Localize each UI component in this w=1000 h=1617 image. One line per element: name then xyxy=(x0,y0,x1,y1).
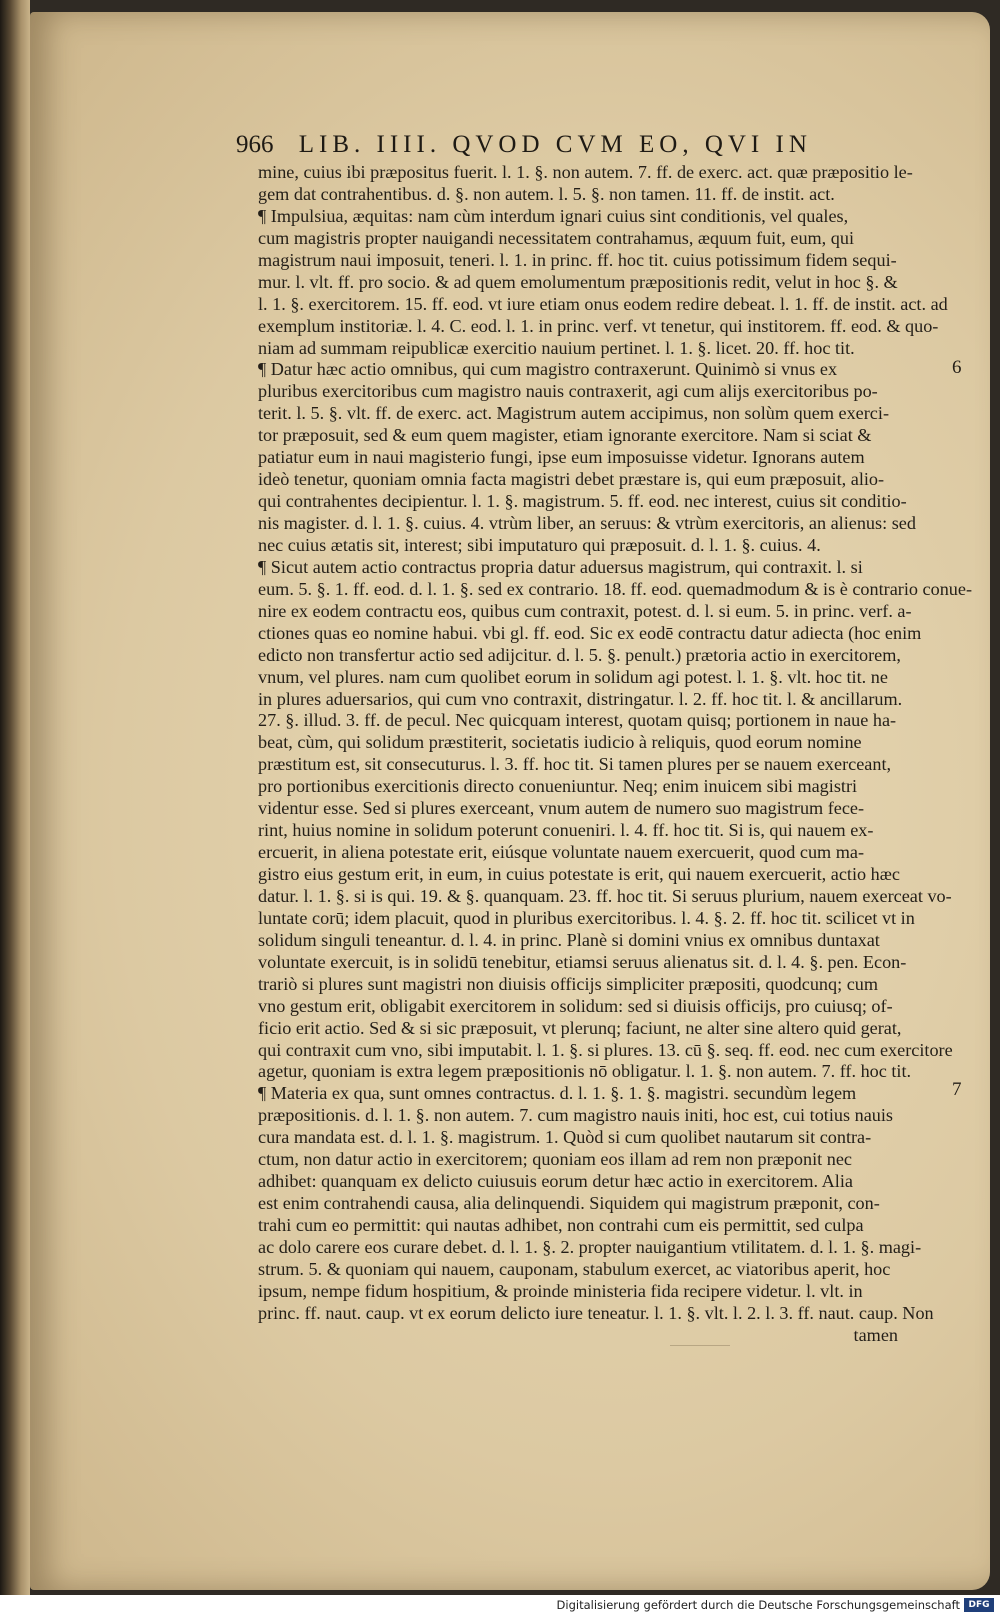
text-line: eum. 5. §. 1. ff. eod. d. l. 1. §. sed ex contrario. 18. ff. eod. quemadmodum & is è contrario conue- xyxy=(258,578,973,599)
text-line: ficio erit actio. Sed & si sic præposuit, vt plerunq; faciunt, ne alter sine altero quid gerat, xyxy=(258,1017,902,1038)
text-line: gem dat contrahentibus. d. §. non autem. l. 5. §. non tamen. 11. ff. de instit. act. xyxy=(258,183,835,204)
text-line: qui contraxit cum vno, sibi imputabit. l. 1. §. si plures. 13. cū §. seq. ff. eod. nec cum exercitore xyxy=(258,1039,953,1060)
text-line: tor præposuit, sed & eum quem magister, etiam ignorante exercitore. Nam si sciat & xyxy=(258,425,872,446)
text-line: præstitum est, sit consecuturus. l. 3. ff. hoc tit. Si tamen plures per se nauem exerceant, xyxy=(258,754,892,775)
text-line: exemplum institoriæ. l. 4. C. eod. l. 1. in princ. verf. vt tenetur, qui institorem. ff. eod. & quo- xyxy=(258,315,939,336)
text-line: ¶ Impulsiua, æquitas: nam cùm interdum ignari cuius sint conditionis, vel quales, xyxy=(258,205,849,226)
text-line: pro portionibus exercitionis directo conueniuntur. Neq; enim inuicem sibi magistri xyxy=(258,776,858,797)
text-line: ¶ Materia ex qua, sunt omnes contractus. d. l. 1. §. 1. §. magistri. secundùm legem xyxy=(258,1083,857,1104)
text-line: nire ex eodem contractu eos, quibus cum contraxit, potest. d. l. si eum. 5. in princ. verf. a- xyxy=(258,600,912,621)
text-line: datur. l. 1. §. si is qui. 19. & §. quanquam. 23. ff. hoc tit. Si seruus plurium, nauem exerceat vo- xyxy=(258,885,952,906)
text-line: terit. l. 5. §. vlt. ff. de exerc. act. Magistrum autem accipimus, non solùm quem exerci- xyxy=(258,403,889,424)
text-line: ctum, non datur actio in exercitorem; quoniam eos illam ad rem non præponit nec xyxy=(258,1149,852,1170)
running-title: LIB. IIII. QVOD CVM EO, QVI IN xyxy=(298,131,812,158)
text-line: nec cuius ætatis sit, interest; sibi imputaturo qui præposuit. d. l. 1. §. cuius. 4. xyxy=(258,534,821,555)
text-line: trariò si plures sunt magistri non diuisis officijs simpliciter præpositi, quodcunq; cum xyxy=(258,973,879,994)
text-line: luntate corū; idem placuit, quod in pluribus exercitoribus. l. 4. §. 2. ff. hoc tit. scilicet vt in xyxy=(258,907,915,928)
catchword: tamen xyxy=(853,1324,898,1345)
text-line: edicto non transfertur actio sed adijcitur. d. l. 5. §. penult.) prætoria actio in exercitorem, xyxy=(258,644,901,665)
text-line: qui contrahentes decipientur. l. 1. §. magistrum. 5. ff. eod. nec interest, cuius sit conditio- xyxy=(258,491,907,512)
text-line: agetur, quoniam is extra legem præpositionis nō obligatur. l. 1. §. non autem. 7. ff. hoc tit. xyxy=(258,1061,912,1082)
book-edge xyxy=(0,0,30,1595)
text-line: ¶ Datur hæc actio omnibus, qui cum magistro contraxerunt. Quinimò si vnus ex xyxy=(258,359,838,380)
text-line: ctiones quas eo nomine habui. vbi gl. ff. eod. Sic ex eodē contractu datur adiecta (hoc enim xyxy=(258,622,922,643)
funding-credit: Digitalisierung gefördert durch die Deutsche Forschungsgemeinschaft xyxy=(556,1598,960,1612)
text-line: in plures aduersarios, qui cum vno contraxit, distringatur. l. 2. ff. hoc tit. l. & ancillarum. xyxy=(258,688,903,709)
text-line: patiatur eum in naui magisterio fungi, ipse eum imposuisse videtur. Ignorans autem xyxy=(258,447,865,468)
text-line: videntur esse. Sed si plures exerceant, vnum autem de numero suo magistrum fece- xyxy=(258,798,865,819)
text-line: ercuerit, in aliena potestate erit, eiúsque voluntate nauem exercuerit, quod cum ma- xyxy=(258,842,865,863)
bleed-through-mark xyxy=(670,1345,730,1360)
text-line: ipsum, nempe fidum hospitium, & proinde ministeria fida recipere videtur. l. vlt. in xyxy=(258,1280,863,1301)
margin-number-6: 6 xyxy=(952,357,962,378)
text-line: magistrum naui imposuit, teneri. l. 1. in princ. ff. hoc tit. cuius potissimum fidem sequi- xyxy=(258,249,897,270)
text-line: præpositionis. d. l. 1. §. non autem. 7. cum magistro nauis initi, hoc est, cui totius nauis xyxy=(258,1105,893,1126)
text-line: ac dolo carere eos curare debet. d. l. 1. §. 2. propter nauigantium vtilitatem. d. l. 1. §. magi- xyxy=(258,1236,922,1257)
text-line: voluntate exercuit, is in solidū tenebitur, etiamsi seruus alienatus sit. d. l. 4. §. pen. Econ- xyxy=(258,951,907,972)
text-line: adhibet: quanquam ex delicto cuiusuis eorum detur hæc actio in exercitorem. Alia xyxy=(258,1171,853,1192)
text-line: trahi cum eo permittit: qui nautas adhibet, non contrahi cum eis permittit, sed culpa xyxy=(258,1215,864,1235)
running-head xyxy=(236,131,876,159)
text-line: pluribus exercitoribus cum magistro nauis contraxerit, agi cum alijs exercitoribus po- xyxy=(258,381,878,402)
text-line: vno gestum erit, obligabit exercitorem in solidum: sed si diuisis officijs, pro cuiusq; of- xyxy=(258,995,893,1016)
text-line: ¶ Sicut autem actio contractus propria datur aduersus magistrum, qui contraxit. l. si xyxy=(258,556,863,577)
text-line: princ. ff. naut. caup. vt ex eorum delicto iure teneatur. l. 1. §. vlt. l. 2. l. 3. ff. naut. caup. Non xyxy=(258,1302,934,1323)
margin-number-7: 7 xyxy=(952,1079,962,1100)
text-line: gistro eius gestum erit, in eum, in cuius potestate is erit, qui nauem exercuerit, actio hæc xyxy=(258,864,900,884)
text-line: ideò tenetur, quoniam omnia facta magistri debet præstare is, qui eum præposuit, alio- xyxy=(258,469,885,490)
body-text xyxy=(258,162,973,1347)
page-number: 966 xyxy=(236,131,274,158)
text-line: vnum, vel plures. nam cum quolibet eorum in solidum agi potest. l. 1. §. vlt. hoc tit. ne xyxy=(258,666,888,687)
text-line: nis magister. d. l. 1. §. cuius. 4. vtrùm liber, an seruus: & vtrùm exercitoris, an alienus: sed xyxy=(258,513,916,533)
text-line: strum. 5. & quoniam qui nauem, cauponam, stabulum exercet, ac viatoribus aperit, hoc xyxy=(258,1258,891,1279)
text-line: 27. §. illud. 3. ff. de pecul. Nec quicquam interest, quotam quisq; portionem in naue ha- xyxy=(258,710,897,731)
text-line: l. 1. §. exercitorem. 15. ff. eod. vt iure etiam onus eodem redire debeat. l. 1. ff. de instit. act. ad xyxy=(258,293,948,314)
text-line: rint, huius nomine in solidum poterunt conueniri. l. 4. ff. hoc tit. Si is, qui nauem ex- xyxy=(258,820,874,841)
dfg-logo: DFG xyxy=(964,1598,994,1612)
footer-bar xyxy=(0,1595,1000,1617)
text-line: solidum singuli teneantur. d. l. 4. in princ. Planè si domini vnius ex omnibus duntaxat xyxy=(258,929,880,950)
text-line: mur. l. vlt. ff. pro socio. & ad quem emolumentum præpositionis redit, velut in hoc §. & xyxy=(258,271,898,292)
text-line: mine, cuius ibi præpositus fuerit. l. 1. §. non autem. 7. ff. de exerc. act. quæ præpositio le- xyxy=(258,162,913,182)
text-line: beat, cùm, qui solidum præstiterit, societatis iudicio à reliquis, quod eorum nomine xyxy=(258,732,862,753)
text-line: cum magistris propter nauigandi necessitatem contrahamus, æquum fuit, eum, qui xyxy=(258,227,855,248)
text-line: cura mandata est. d. l. 1. §. magistrum. 1. Quòd si cum quolibet nautarum sit contra- xyxy=(258,1127,872,1148)
text-line: niam ad summam reipublicæ exercitio nauium pertinet. l. 1. §. licet. 20. ff. hoc tit. xyxy=(258,337,855,358)
text-line: est enim contrahendi causa, alia delinquendi. Siquidem qui magistrum præponit, con- xyxy=(258,1193,880,1214)
